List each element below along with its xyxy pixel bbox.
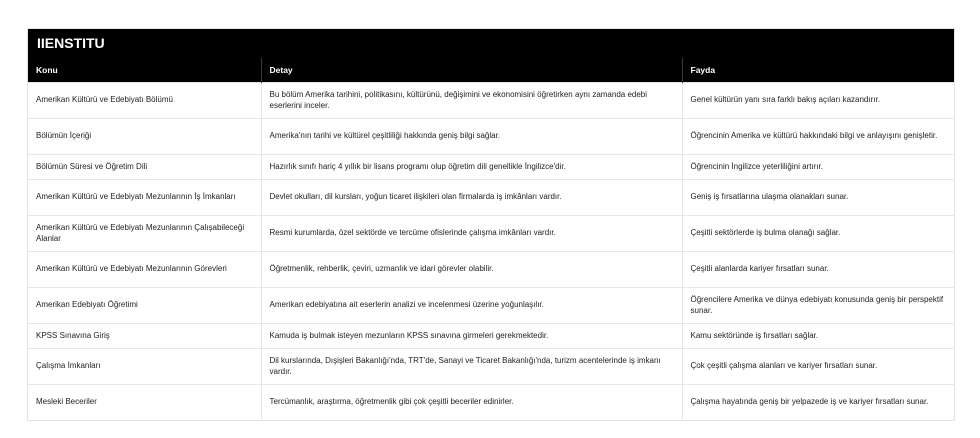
cell-konu: Amerikan Edebiyatı Öğretimi bbox=[28, 288, 261, 324]
cell-fayda: Öğrencinin İngilizce yeterliliğini artırır. bbox=[682, 155, 954, 180]
table-title: IIENSTITU bbox=[28, 29, 954, 58]
cell-fayda: Geniş iş fırsatlarına ulaşma olanakları sunar. bbox=[682, 180, 954, 216]
cell-fayda: Öğrencinin Amerika ve kültürü hakkındaki bilgi ve anlayışını genişletir. bbox=[682, 119, 954, 155]
cell-detay: Amerikan edebiyatına ait eserlerin analizi ve incelenmesi üzerine yoğunlaşılır. bbox=[261, 288, 682, 324]
header-konu: Konu bbox=[28, 58, 261, 83]
header-row bbox=[28, 58, 954, 83]
cell-detay: Dil kurslarında, Dışişleri Bakanlığı'nda, TRT'de, Sanayi ve Ticaret Bakanlığı'nda, turizm acentelerinde iş imkanı vardır. bbox=[261, 349, 682, 385]
header-fayda: Fayda bbox=[682, 58, 954, 83]
table-row bbox=[28, 349, 954, 385]
cell-konu: Amerikan Kültürü ve Edebiyatı Bölümü bbox=[28, 83, 261, 119]
cell-fayda: Kamu sektöründe iş fırsatları sağlar. bbox=[682, 324, 954, 349]
cell-konu: Mesleki Beceriler bbox=[28, 385, 261, 421]
table-row bbox=[28, 180, 954, 216]
table-row bbox=[28, 252, 954, 288]
table-row bbox=[28, 385, 954, 421]
table-row bbox=[28, 155, 954, 180]
cell-fayda: Çalışma hayatında geniş bir yelpazede iş ve kariyer fırsatları sunar. bbox=[682, 385, 954, 421]
cell-detay: Resmi kurumlarda, özel sektörde ve tercüme ofislerinde çalışma imkânları vardır. bbox=[261, 216, 682, 252]
cell-fayda: Çeşitli sektörlerde iş bulma olanağı sağlar. bbox=[682, 216, 954, 252]
data-table bbox=[28, 58, 954, 420]
cell-fayda: Genel kültürün yanı sıra farklı bakış açıları kazandırır. bbox=[682, 83, 954, 119]
cell-konu: Amerikan Kültürü ve Edebiyatı Mezunlarının Görevleri bbox=[28, 252, 261, 288]
cell-fayda: Öğrencilere Amerika ve dünya edebiyatı konusunda geniş bir perspektif sunar. bbox=[682, 288, 954, 324]
table-container bbox=[27, 28, 955, 421]
cell-fayda: Çeşitli alanlarda kariyer fırsatları sunar. bbox=[682, 252, 954, 288]
cell-fayda: Çok çeşitli çalışma alanları ve kariyer fırsatları sunar. bbox=[682, 349, 954, 385]
header-detay: Detay bbox=[261, 58, 682, 83]
cell-konu: Bölümün Süresi ve Öğretim Dili bbox=[28, 155, 261, 180]
cell-konu: KPSS Sınavına Giriş bbox=[28, 324, 261, 349]
cell-detay: Tercümanlık, araştırma, öğretmenlik gibi çok çeşitli beceriler edinirler. bbox=[261, 385, 682, 421]
cell-detay: Amerika'nın tarihi ve kültürel çeşitliliği hakkında geniş bilgi sağlar. bbox=[261, 119, 682, 155]
cell-konu: Bölümün İçeriği bbox=[28, 119, 261, 155]
table-row bbox=[28, 324, 954, 349]
table-row bbox=[28, 216, 954, 252]
table-row bbox=[28, 83, 954, 119]
table-row bbox=[28, 288, 954, 324]
cell-detay: Kamuda iş bulmak isteyen mezunların KPSS sınavına girmeleri gerekmektedir. bbox=[261, 324, 682, 349]
cell-detay: Öğretmenlik, rehberlik, çeviri, uzmanlık ve idari görevler olabilir. bbox=[261, 252, 682, 288]
cell-detay: Bu bölüm Amerika tarihini, politikasını, kültürünü, değişimini ve ekonomisini öğretirken aynı zamanda edebi eserlerini inceler. bbox=[261, 83, 682, 119]
cell-konu: Amerikan Kültürü ve Edebiyatı Mezunlarının Çalışabileceği Alanlar bbox=[28, 216, 261, 252]
table-row bbox=[28, 119, 954, 155]
cell-konu: Çalışma İmkanları bbox=[28, 349, 261, 385]
cell-detay: Hazırlık sınıfı hariç 4 yıllık bir lisans programı olup öğretim dili genellikle İngilizce'dir. bbox=[261, 155, 682, 180]
cell-konu: Amerikan Kültürü ve Edebiyatı Mezunlarının İş İmkanları bbox=[28, 180, 261, 216]
cell-detay: Devlet okulları, dil kursları, yoğun ticaret ilişkileri olan firmalarda iş imkânları vardır. bbox=[261, 180, 682, 216]
